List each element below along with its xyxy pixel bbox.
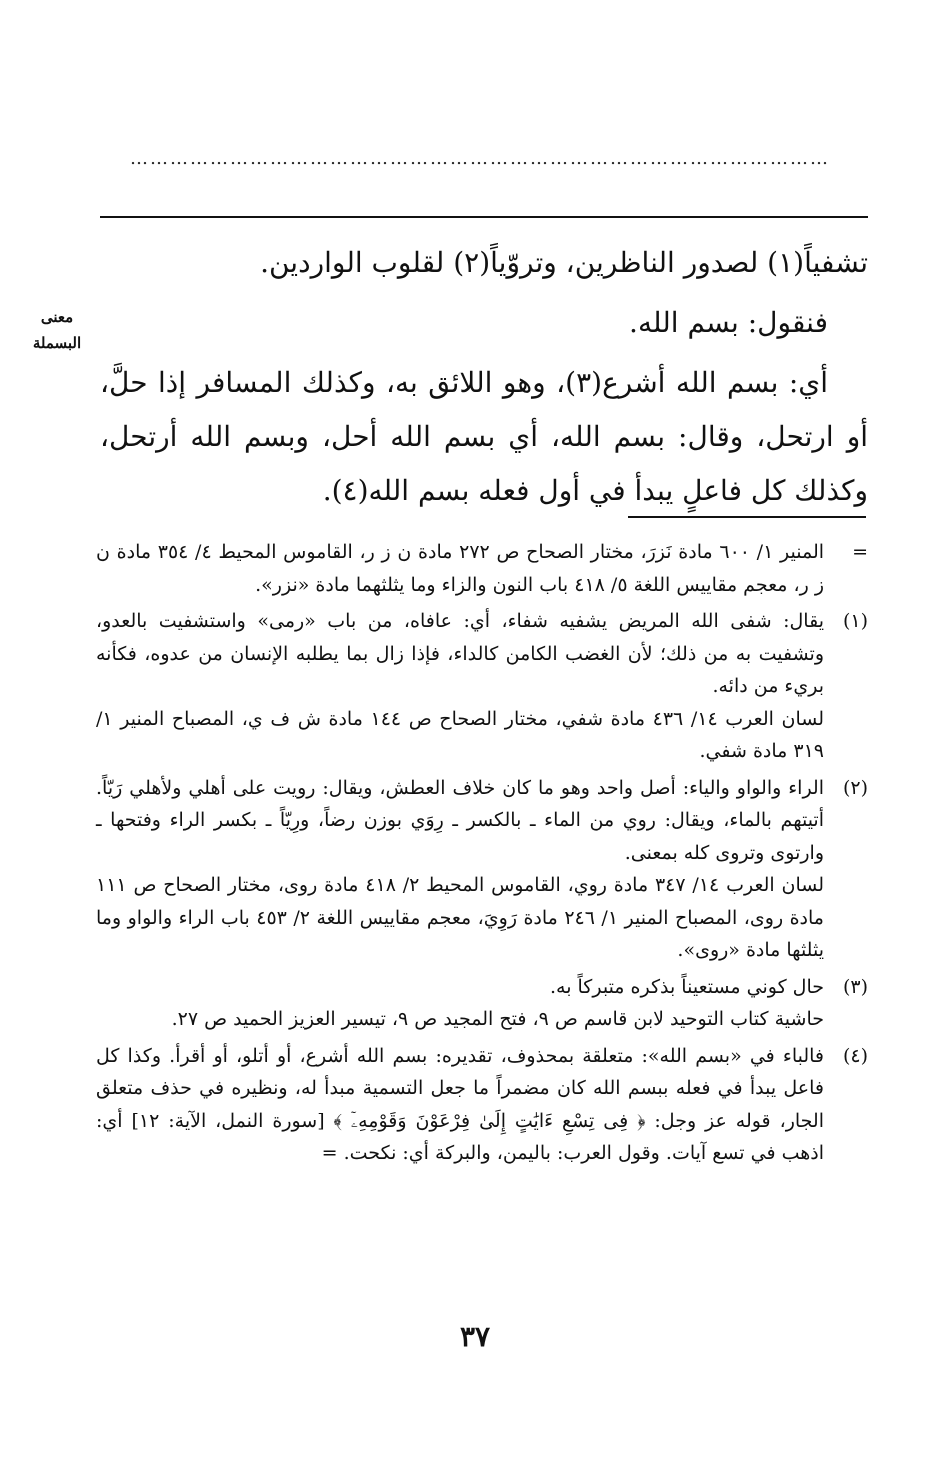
- footnote-3: [96, 971, 868, 1036]
- footnote-text: المنير ١/ ٦٠٠ مادة نَزرَ، مختار الصحاح ص ٢٧٢ مادة ن ز ر، القاموس المحيط ٤/ ٣٥٤ مادة ن ز ر، معجم مقاييس اللغة ٥/ ٤١٨ باب النون والزاء وما يثلثهما مادة «نزر».: [96, 541, 825, 596]
- margin-note-line1: معنى: [40, 308, 74, 326]
- main-paragraph-1: تشفياً(١) لصدور الناظرين، وتروّياً(٢) لقلوب الواردين.: [260, 246, 868, 279]
- main-paragraph-2: فنقول: بسم الله.: [629, 306, 828, 339]
- main-paragraph-3: أي: بسم الله أشرع(٣)، وهو اللائق به، وكذلك المسافر إذا حلَّ، أو ارتحل، وقال: بسم الله، أي بسم الله أحل، وبسم الله أرتحل، وكذلك كل فاعلٍ يبدأ في أول فعله بسم الله(٤).: [100, 366, 868, 507]
- footnote-source: لسان العرب ١٤/ ٣٤٧ مادة روي، القاموس المحيط ٢/ ٤١٨ مادة روى، مختار الصحاح ص ١١١ مادة روى، المصباح المنير ١/ ٢٤٦ مادة رَوِيَ، معجم مقاييس اللغة ٢/ ٤٥٣ باب الراء والواو وما يثلثها مادة «روى».: [96, 874, 824, 961]
- header-rule: [100, 216, 868, 218]
- footnote-number: (٢): [842, 776, 868, 799]
- footnote-number: (١): [842, 610, 868, 632]
- footnote-1: [96, 605, 868, 768]
- footnote-separator: [628, 516, 866, 518]
- footnote-2: [96, 772, 868, 967]
- margin-note-line2: البسملة: [32, 334, 82, 352]
- page-number: ٣٧: [459, 1320, 491, 1353]
- footnote-number: =: [852, 541, 868, 563]
- footnote-source: حاشية كتاب التوحيد لابن قاسم ص ٩، فتح المجيد ص ٩، تيسير العزيز الحميد ص ٢٧.: [171, 1008, 824, 1030]
- main-text: [100, 236, 868, 518]
- footnote-number: (٣): [842, 975, 868, 998]
- footnote-number: (٤): [842, 1044, 868, 1067]
- footnote-text: الراء والواو والياء: أصل واحد وهو ما كان خلاف العطش، ويقال: رويت على أهلي ولأهلي رَيّاً. أتيتهم بالماء، ويقال: روي من الماء ـ بالكسر ـ رِوَي بوزن رضاً، ورِيّاً ـ بكسر الراء وفتحها ـ وارتوى وتروى كله بمعنى.: [96, 776, 824, 864]
- footnote-text: حال كوني مستعيناً بذكره متبركاً به.: [549, 975, 824, 998]
- footnote-continuation: [96, 536, 868, 601]
- footnote-source: لسان العرب ١٤/ ٤٣٦ مادة شفي، مختار الصحاح ص ١٤٤ مادة ش ف ي، المصباح المنير ١/ ٣١٩ مادة شفي.: [96, 707, 824, 762]
- header-dotted-line: ……………………………………………………………………………………………: [130, 148, 830, 169]
- footnotes: [96, 536, 868, 1170]
- footnote-text: يقال: شفى الله المريض يشفيه شفاء، أي: عافاه، من باب «رمى» واستشفيت بالعدو، وتشفيت به من ذلك؛ لأن الغضب الكامن كالداء، فإذا زال بما يطلبه الإنسان من عدوه، فكأنه بريء من دائه.: [96, 610, 824, 697]
- footnote-4: [96, 1040, 868, 1170]
- margin-note: [18, 304, 96, 356]
- footnote-text: فالباء في «بسم الله»: متعلقة بمحذوف، تقديره: بسم الله أشرع، أو أتلو، أو أقرأ. وكذا كل فاعل يبدأ في فعله ببسم الله كان مضمراً ما جعل التسمية مبدأ له، ونظيره في حذف متعلق الجار، قوله عز وجل: ﴿ فِى تِسْعِ ءَايَٰتٍ إِلَىٰ فِرْعَوْنَ وَقَوْمِهِۦٓ ﴾ [سورة النمل، الآية: ١٢] أي: اذهب في تسع آيات. وقول العرب: باليمن، والبركة أي: نكحت. =: [96, 1044, 824, 1164]
